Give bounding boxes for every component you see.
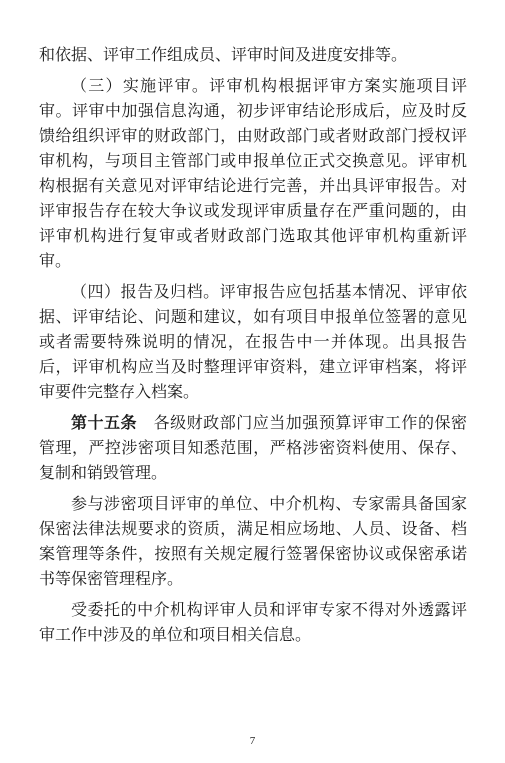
paragraph-text: 各级财政部门应当加强预算评审工作的保密管理，严控涉密项目知悉范围，严格涉密资料使用、保存、复制和销毁管理。 [39,413,467,482]
paragraph-confidential-qualifications [39,491,467,591]
paragraph-text: （四）报告及归档。评审报告应包括基本情况、评审依据、评审结论、问题和建议，如有项目申报单位签署的意见或者需要特殊说明的情况，在报告中一并体现。出具报告后，评审机构应当及时整理评审资料，建立评审档案，将评审要件完整存入档案。 [39,282,467,401]
paragraph-continuation [39,42,467,67]
paragraph-implement-review [39,73,467,273]
paragraph-no-disclosure [39,597,467,647]
paragraph-text: 受委托的中介机构评审人员和评审专家不得对外透露评审工作中涉及的单位和项目相关信息。 [39,600,467,644]
paragraph-report-archive [39,279,467,404]
paragraph-text: 和依据、评审工作组成员、评审时间及进度安排等。 [39,45,408,64]
paragraph-text: 参与涉密项目评审的单位、中介机构、专家需具备国家保密法律法规要求的资质，满足相应场地、人员、设备、档案管理等条件，按照有关规定履行签署保密协议或保密承诺书等保密管理程序。 [39,494,467,588]
paragraph-article-15 [39,410,467,485]
document-body [39,42,467,647]
page-number: 7 [249,735,256,747]
article-number: 第十五条 [71,413,138,432]
paragraph-text: （三）实施评审。评审机构根据评审方案实施项目评审。评审中加强信息沟通，初步评审结论形成后，应及时反馈给组织评审的财政部门，由财政部门或者财政部门授权评审机构，与项目主管部门或申报单位正式交换意见。评审机构根据有关意见对评审结论进行完善，并出具评审报告。对评审报告存在较大争议或发现评审质量存在严重问题的，由评审机构进行复审或者财政部门选取其他评审机构重新评审。 [39,76,467,270]
